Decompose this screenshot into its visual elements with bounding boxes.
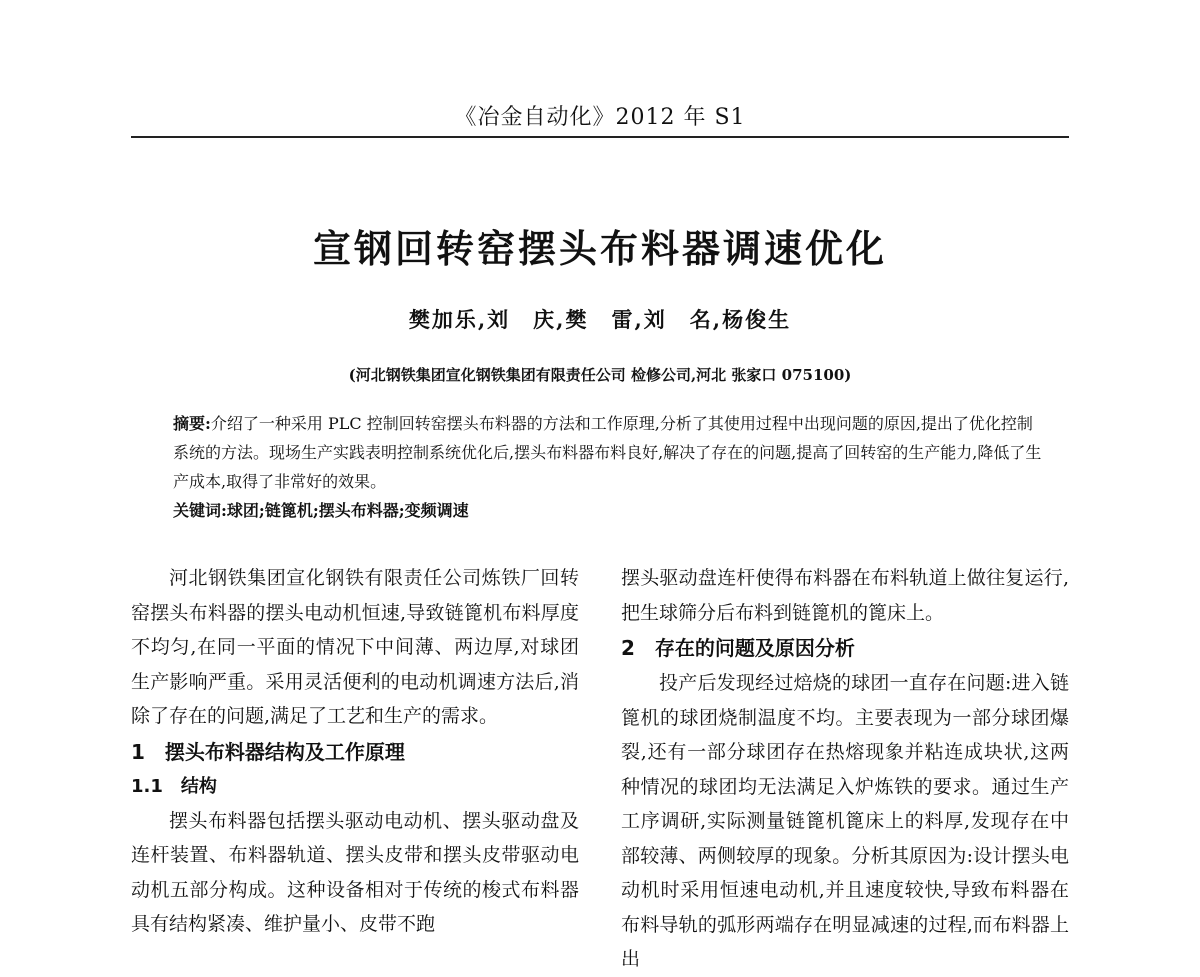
abstract-label: 摘要: <box>173 414 211 433</box>
keywords-paragraph <box>173 496 1048 525</box>
abstract-block <box>173 409 1048 525</box>
section-1-1-paragraph: 摆头布料器包括摆头驱动电动机、摆头驱动盘及连杆装置、布料器轨道、摆头皮带和摆头皮带驱动电动机五部分构成。这种设备相对于传统的梭式布料器具有结构紧凑、维护量小、皮带不跑 <box>131 809 579 935</box>
journal-header: 《冶金自动化》2012 年 S1 <box>454 105 746 130</box>
abstract-paragraph <box>173 409 1048 496</box>
right-column <box>621 561 1069 977</box>
left-column <box>131 561 579 942</box>
keywords-text: 球团;链篦机;摆头布料器;变频调速 <box>226 501 469 520</box>
continuation-paragraph: 摆头驱动盘连杆使得布料器在布料轨道上做往复运行,把生球筛分后布料到链篦机的篦床上。 <box>621 567 1069 624</box>
section-1-1-heading: 1.1 结构 <box>131 775 217 797</box>
section-1-heading: 1 摆头布料器结构及工作原理 <box>131 739 405 764</box>
keywords-label: 关键词: <box>173 501 227 520</box>
article-authors: 樊加乐,刘 庆,樊 雷,刘 名,杨俊生 <box>408 307 792 332</box>
abstract-text: 介绍了一种采用 PLC 控制回转窑摆头布料器的方法和工作原理,分析了其使用过程中出现问题的原因,提出了优化控制系统的方法。现场生产实践表明控制系统优化后,摆头布料器布料良好,解决了存在的问题,提高了回转窑的生产能力,降低了生产成本,取得了非常好的效果。 <box>173 414 1042 491</box>
article-affiliation: (河北钢铁集团宣化钢铁集团有限责任公司 检修公司,河北 张家口 075100) <box>348 366 852 384</box>
section-2-paragraph: 投产后发现经过焙烧的球团一直存在问题:进入链篦机的球团烧制温度不均。主要表现为一部分球团爆裂,还有一部分球团存在热熔现象并粘连成块状,这两种情况的球团均无法满足入炉炼铁的要求。通过生产工序调研,实际测量链篦机篦床上的料厚,发现存在中部较薄、两侧较厚的现象。分析其原因为:设计摆头电动机时采用恒速电动机,并且速度较快,导致布料器在布料导轨的弧形两端存在明显减速的过程,而布料器上出 <box>621 672 1069 970</box>
intro-paragraph: 河北钢铁集团宣化钢铁有限责任公司炼铁厂回转窑摆头布料器的摆头电动机恒速,导致链篦机布料厚度不均匀,在同一平面的情况下中间薄、两边厚,对球团生产影响严重。采用灵活便利的电动机调速方法后,消除了存在的问题,满足了工艺和生产的需求。 <box>131 567 579 727</box>
article-title: 宣钢回转窑摆头布料器调速优化 <box>312 227 887 271</box>
header-rule <box>131 136 1069 138</box>
section-2-heading: 2 存在的问题及原因分析 <box>621 636 855 660</box>
